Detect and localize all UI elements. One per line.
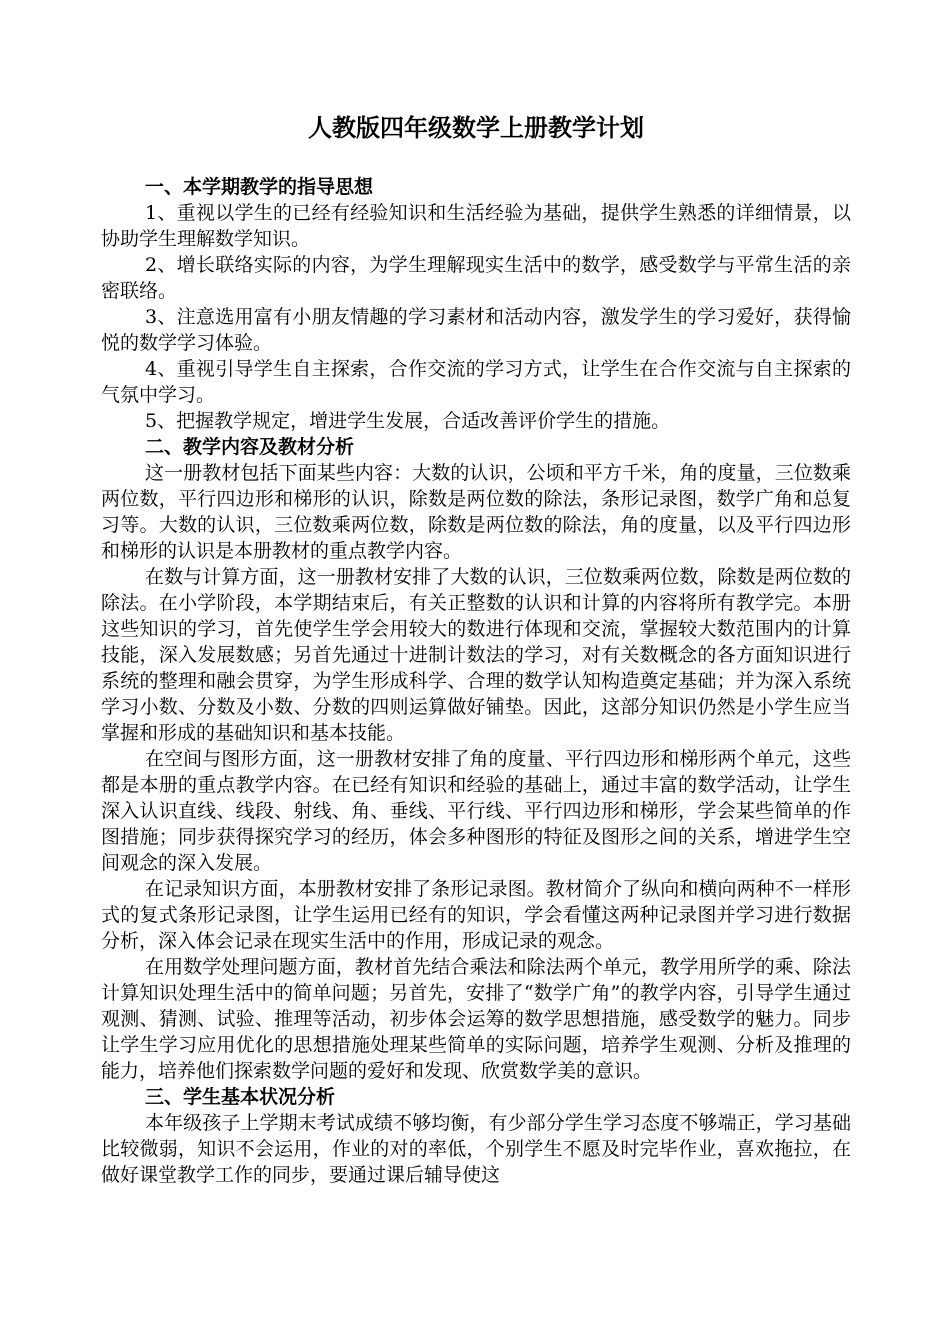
paragraph: 在数与计算方面，这一册教材安排了大数的认识，三位数乘两位数，除数是两位数的除法。在小学阶段，本学期结束后，有关正整数的认识和计算的内容将所有教学完。本册这些知识的学习，首先使学生学会用较大的数进行体现和交流，掌握较大数范围内的计算技能，深入发展数感；另首先通过十进制计数法的学习，对有关数概念的各方面知识进行系统的整理和融会贯穿，为学生形成科学、合理的数学认知构造奠定基础；并为深入系统学习小数、分数及小数、分数的四则运算做好铺垫。因此，这部分知识仍然是小学生应当掌握和形成的基础知识和基本技能。: [101, 566, 851, 744]
paragraph: 在用数学处理问题方面，教材首先结合乘法和除法两个单元，教学用所学的乘、除法计算知识处理生活中的简单问题；另首先，安排了“数学广角”的教学内容，引导学生通过观测、猜测、试验、推理等活动，初步体会运筹的数学思想措施，感受数学的魅力。同步让学生学习应用优化的思想措施处理某些简单的实际问题，培养学生观测、分析及推理的能力，培养他们探索数学问题的爱好和发现、欣赏数学美的意识。: [101, 956, 851, 1082]
section-student-situation: [101, 1084, 851, 1188]
section-heading: 三、学生基本状况分析: [145, 1086, 336, 1108]
document-page: [101, 0, 851, 1188]
paragraph: 1、重视以学生的已经有经验知识和生活经验为基础，提供学生熟悉的详细情景，以协助学生理解数学知识。: [101, 202, 851, 250]
paragraph: 本年级孩子上学期末考试成绩不够均衡，有少部分学生学习态度不够端正，学习基础比较微弱，知识不会运用，作业的对的率低，个别学生不愿及时完毕作业，喜欢拖拉，在做好课堂教学工作的同步，要通过课后辅导使这: [101, 1112, 851, 1186]
section-heading: 一、本学期教学的指导思想: [145, 176, 374, 198]
paragraph: 2、增长联络实际的内容，为学生理解现实生活中的数学，感受数学与平常生活的亲密联络。: [101, 254, 851, 302]
paragraph: 4、重视引导学生自主探索，合作交流的学习方式，让学生在合作交流与自主探索的气氛中学习。: [101, 358, 851, 406]
paragraph: 在空间与图形方面，这一册教材安排了角的度量、平行四边形和梯形两个单元，这些都是本册的重点教学内容。在已经有知识和经验的基础上，通过丰富的数学活动，让学生深入认识直线、线段、射线、角、垂线、平行线、平行四边形和梯形，学会某些简单的作图措施；同步获得探究学习的经历，体会多种图形的特征及图形之间的关系，增进学生空间观念的深入发展。: [101, 748, 851, 874]
section-guiding-ideology: [101, 174, 851, 434]
paragraph: 在记录知识方面，本册教材安排了条形记录图。教材简介了纵向和横向两种不一样形式的复式条形记录图，让学生运用已经有的知识，学会看懂这两种记录图并学习进行数据分析，深入体会记录在现实生活中的作用，形成记录的观念。: [101, 878, 851, 952]
paragraph: 3、注意选用富有小朋友情趣的学习素材和活动内容，激发学生的学习爱好，获得愉悦的数学学习体验。: [101, 306, 851, 354]
paragraph: 这一册教材包括下面某些内容：大数的认识，公顷和平方千米，角的度量，三位数乘两位数，平行四边形和梯形的认识，除数是两位数的除法，条形记录图，数学广角和总复习等。大数的认识，三位数乘两位数，除数是两位数的除法，角的度量，以及平行四边形和梯形的认识是本册教材的重点教学内容。: [101, 462, 851, 562]
section-content-analysis: [101, 434, 851, 1084]
document-body: [101, 174, 851, 1188]
paragraph: 5、把握教学规定，增进学生发展，合适改善评价学生的措施。: [145, 410, 671, 432]
section-heading: 二、教学内容及教材分析: [145, 436, 355, 458]
document-title: 人教版四年级数学上册教学计划: [308, 113, 644, 142]
